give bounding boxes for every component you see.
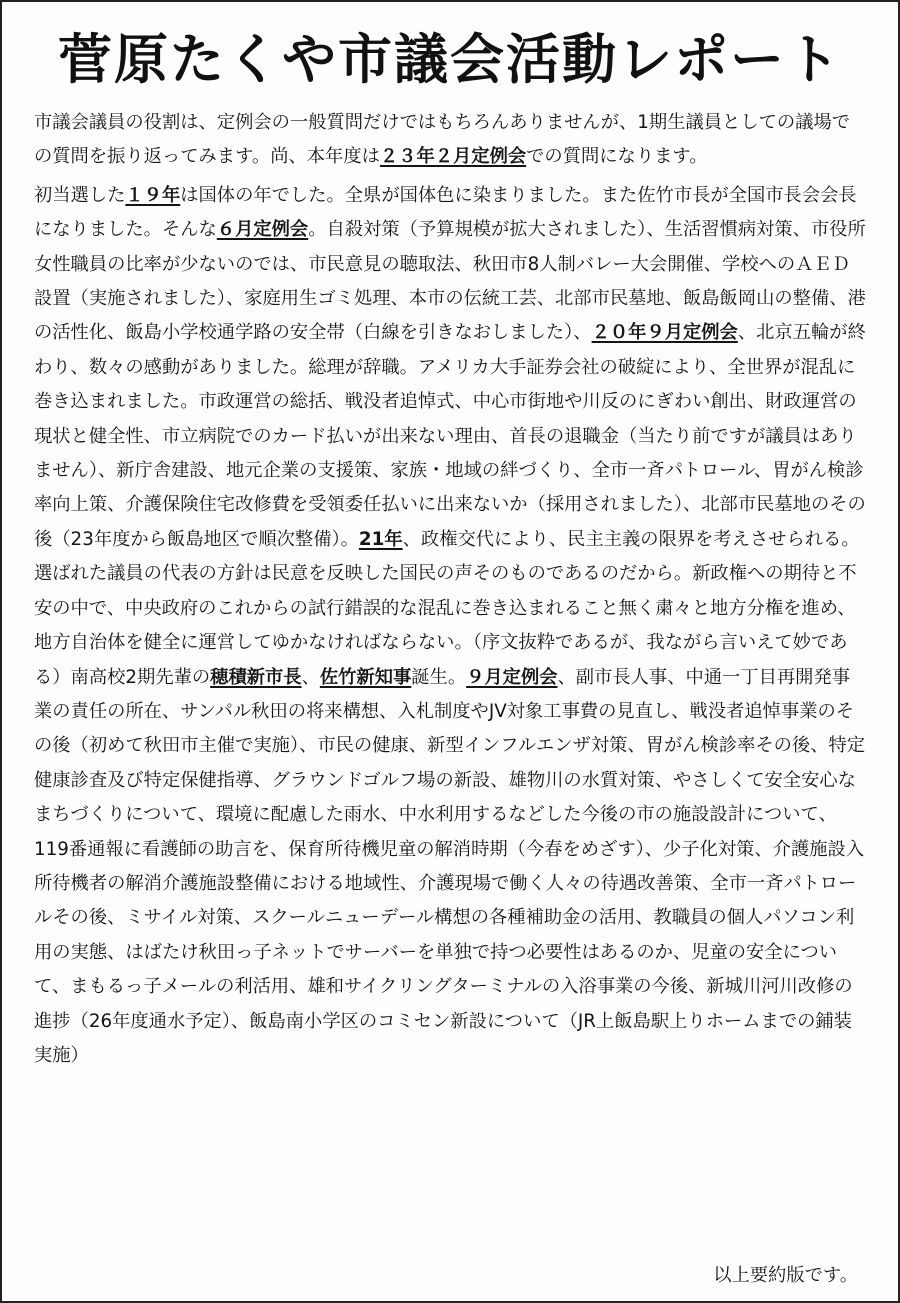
closing-note: 以上要約版です。 [713, 1265, 858, 1286]
main-text-3: 。自殺対策（予算規模が拡大されました）、生活習慣病対策、市役所女性職員の比率が少ないのでは、市民意見の聴取法、秋田市8人制バレー大会開催、学校へのＡＥＤ設置（実施されました）、家庭用生ゴミ処理、本市の伝統工芸、北部市民墓地、飯島飯岡山の整備、港の活性化、飯島小学校通学路の安全帯（白線を引きなおしました）、 [34, 219, 866, 344]
highlight-june-session: ６月定例会 [216, 219, 309, 241]
intro-text-2: での質問になります。 [526, 146, 708, 168]
main-text-4: 、北京五輪が終わり、数々の感動がありました。総理が辞職。アメリカ大手証券会社の破綻により、全世界が混乱に巻き込まれました。市政運営の総括、戦没者追悼式、中心市街地や川反のにぎわい創出、財政運営の現状と健全性、市立病院でのカード払いが出来ない理由、首長の退職金（当たり前ですが議員はありません）、新庁舎建設、地元企業の支援策、家族・地域の絆づくり、全市一斉パトロール、胃がん検診率向上策、介護保険住宅改修費を受領委任払いに出来ないか（採用されました）、北部市民墓地のその後（23年度から飯島地区で順次整備）。 [34, 322, 866, 550]
intro-text-1: 市議会議員の役割は、定例会の一般質問だけではもちろんありませんが、1期生議員としての議場での質問を振り返ってみます。尚、本年度は [34, 112, 851, 168]
highlight-20-sep-session: ２０年９月定例会 [591, 322, 738, 344]
highlight-19-year: １９年 [125, 184, 181, 206]
main-paragraph [34, 179, 868, 1074]
highlight-23-feb-session: ２３年２月定例会 [379, 146, 527, 168]
main-text-8: 、副市長人事、中通一丁目再開発事業の責任の所在、サンパル秋田の将来構想、入札制度やJV対象工事費の見直し、戦没者追悼事業のその後（初めて秋田市主催で実施）、市民の健康、新型インフルエンザ対策、胃がん検診率その後、特定健康診査及び特定保健指導、グラウンドゴルフ場の新設、雄物川の水質対策、やさしくて安全安心なまちづくりについて、環境に配慮した雨水、中水利用するなどした今後の市の施設設計について、119番通報に看護師の助言を、保育所待機児童の解消時期（今春をめざす）、少子化対策、介護施設入所待機者の解消介護施設整備における地域性、介護現場で働く人々の待遇改善策、全市一斉パトロールその後、ミサイル対策、スクールニューデール構想の各種補助金の活用、教職員の個人パソコン利用の実態、はばたけ秋田っ子ネットでサーバーを単独で持つ必要性はあるのか、児童の安全について、まもるっ子メールの利活用、雄和サイクリングターミナルの入浴事業の今後、新城川河川改修の進捗（26年度通水予定）、飯島南小学区のコミセン新設について（JR上飯島駅上りホームまでの鋪装実施） [34, 666, 866, 1066]
main-text-2: は国体の年でした。全県が国体色に染まりました。また佐竹市長が全国市長会会長になりました。そんな [34, 184, 857, 241]
highlight-new-mayor: 穂積新市長 [210, 666, 302, 688]
report-title: 菅原たくや市議会活動レポート [58, 28, 842, 91]
highlight-sep-session: ９月定例会 [466, 666, 558, 688]
report-body [34, 106, 868, 1073]
main-text-5: 、政権交代により、民主主義の限界を考えさせられる。選ばれた議員の代表の方針は民意を反映した国民の声そのものであるのだから。新政権への期待と不安の中で、中央政府のこれからの試行錯誤的な混乱に巻き込まれること無く粛々と地方分権を進め、地方自治体を健全に運営してゆかなければならない。（序文抜粋であるが、我ながら言いえて妙である）南高校2期先輩の [34, 528, 860, 688]
main-text-1: 初当選した [34, 184, 126, 206]
highlight-21-year: 21年 [358, 528, 403, 550]
main-text-7: 誕生。 [411, 666, 467, 688]
highlight-new-governor: 佐竹新知事 [319, 666, 412, 688]
intro-paragraph [34, 106, 868, 175]
main-text-6: 、 [301, 666, 320, 688]
